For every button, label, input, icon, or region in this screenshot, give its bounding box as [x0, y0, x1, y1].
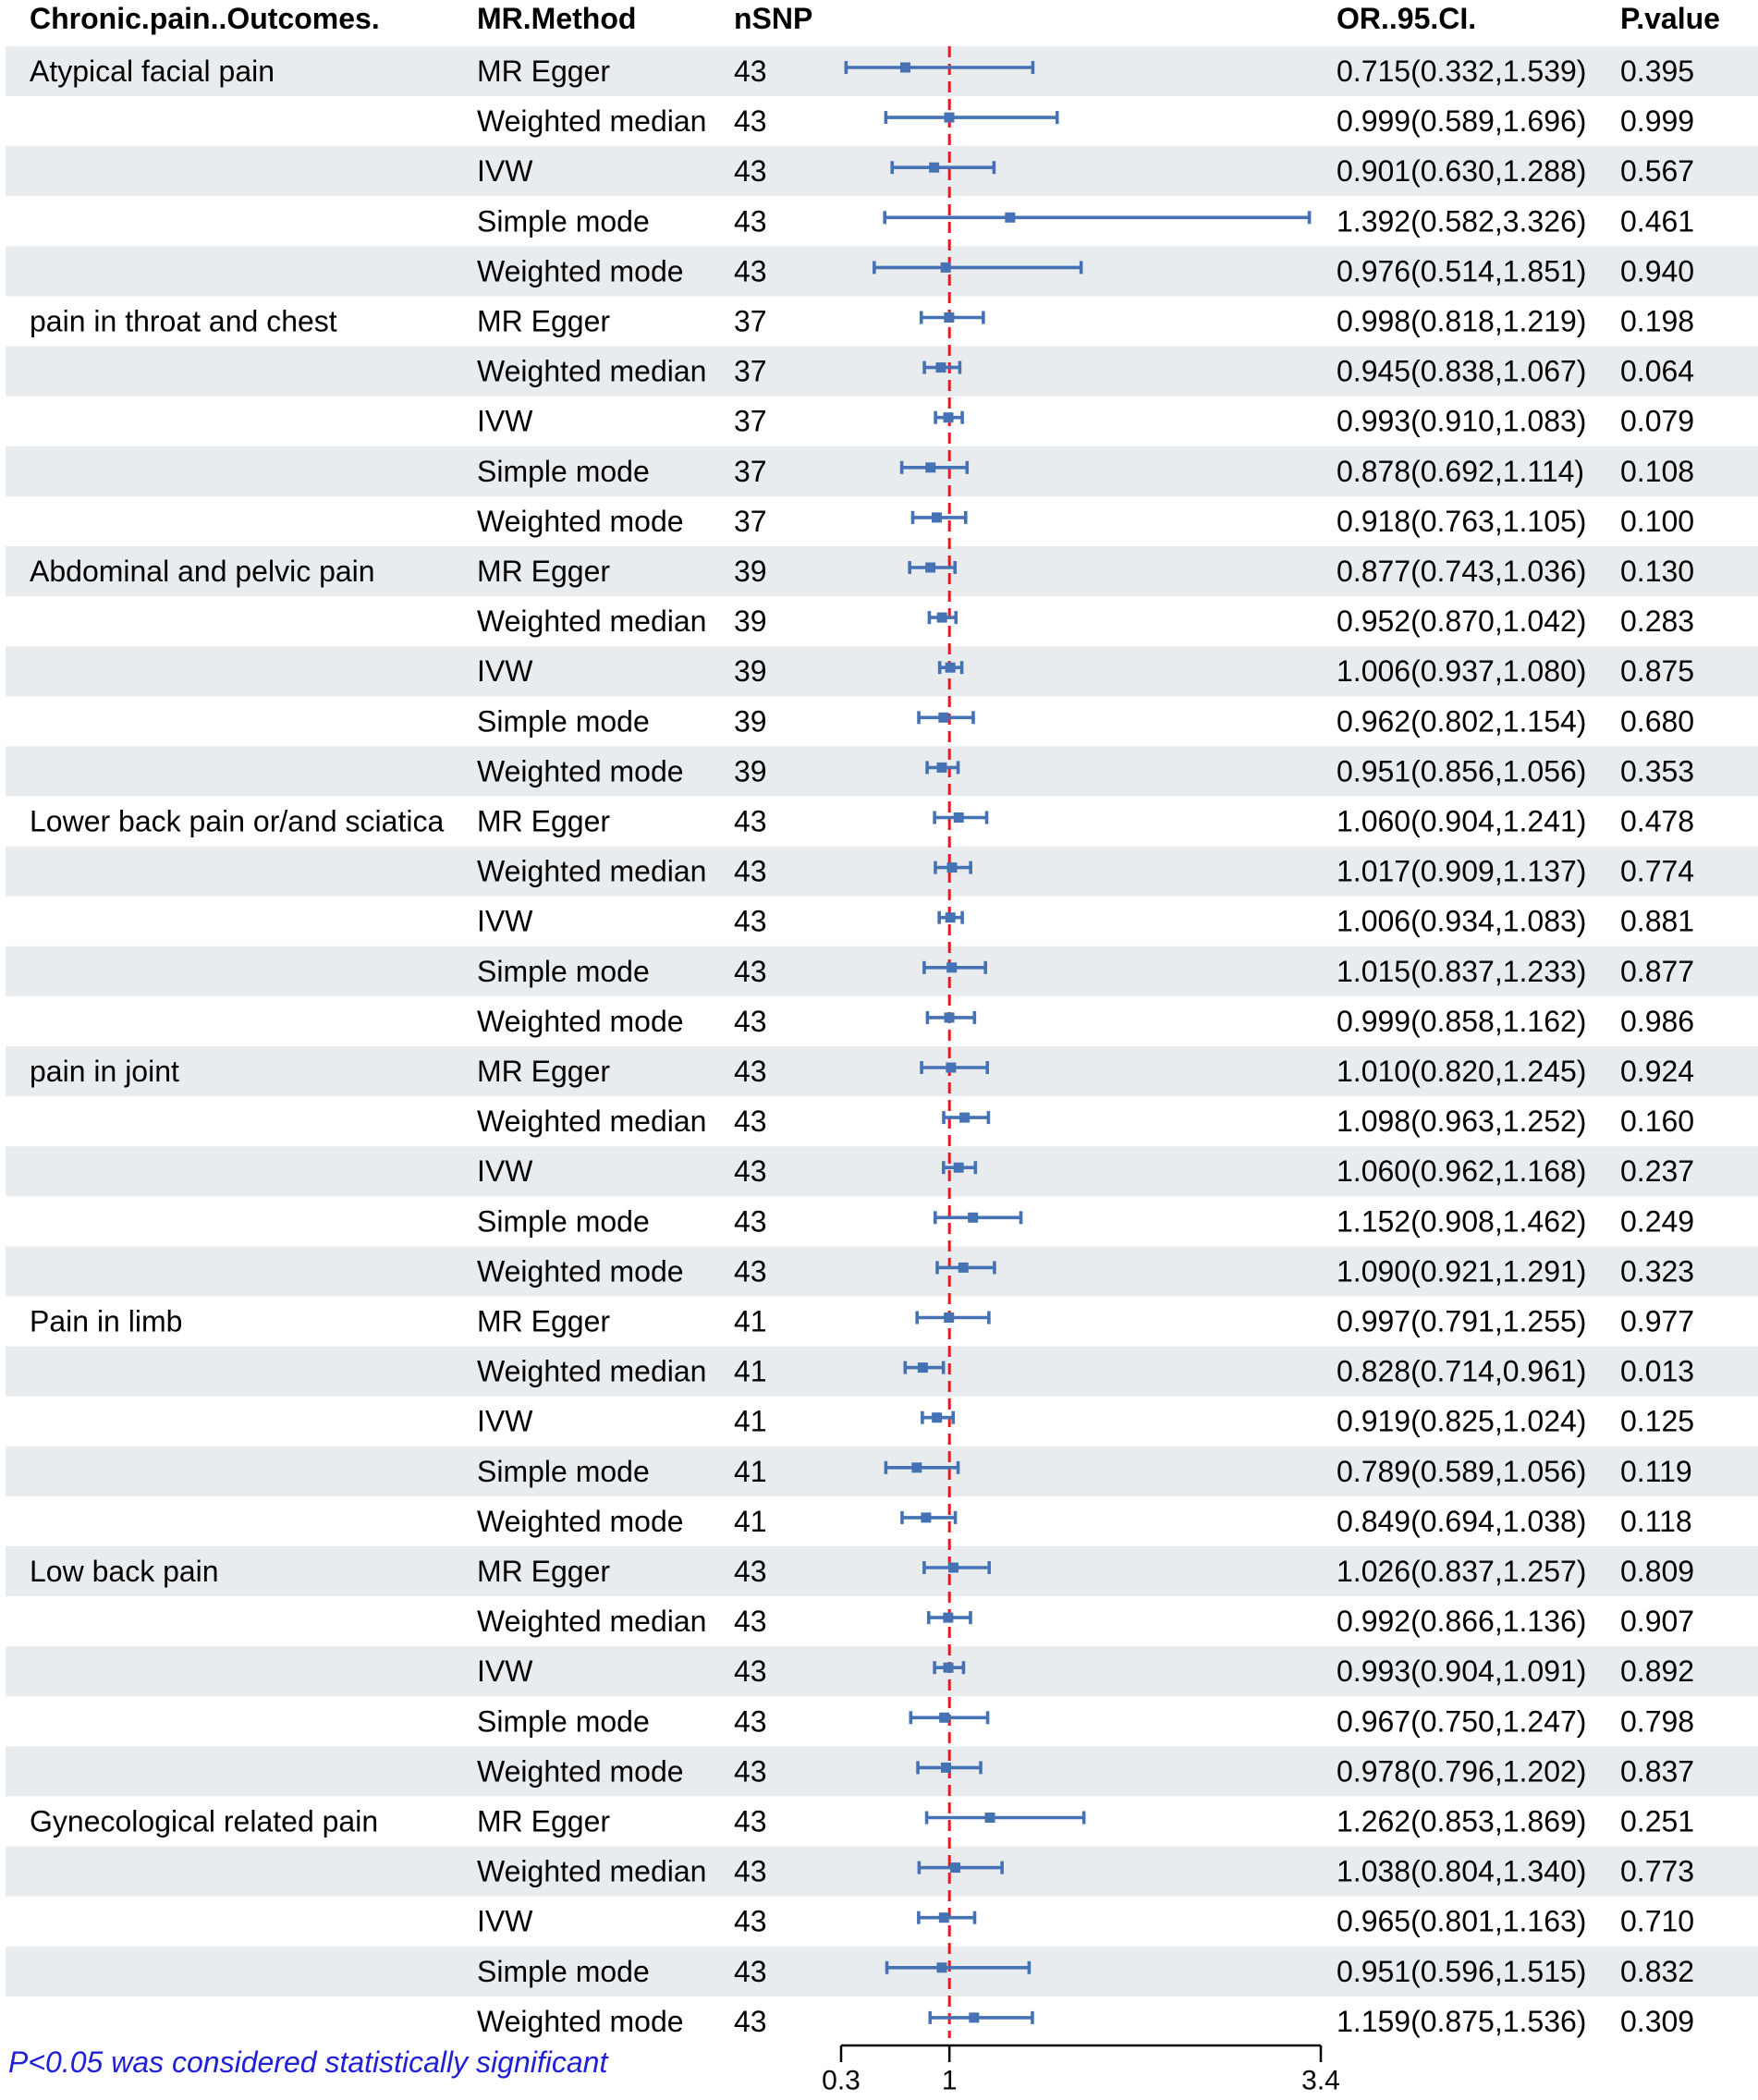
method-label: MR Egger — [477, 1304, 611, 1338]
point-estimate — [941, 262, 951, 273]
point-estimate — [938, 713, 948, 723]
or-ci-value: 1.090(0.921,1.291) — [1337, 1254, 1587, 1288]
method-label: MR Egger — [477, 555, 611, 588]
p-value: 0.013 — [1620, 1354, 1695, 1388]
nsnp-value: 43 — [734, 1704, 767, 1739]
method-label: IVW — [477, 1154, 533, 1189]
outcome-label: pain in throat and chest — [30, 304, 337, 338]
nsnp-value: 43 — [734, 1204, 767, 1239]
or-ci-value: 0.999(0.858,1.162) — [1337, 1004, 1587, 1038]
point-estimate — [941, 1763, 951, 1773]
header-or-ci: OR..95.CI. — [1337, 2, 1477, 35]
or-ci-value: 0.976(0.514,1.851) — [1337, 254, 1587, 288]
p-value: 0.478 — [1620, 804, 1695, 838]
nsnp-value: 37 — [734, 354, 767, 388]
point-estimate — [958, 1263, 969, 1273]
nsnp-value: 41 — [734, 1504, 767, 1538]
or-ci-value: 0.789(0.589,1.056) — [1337, 1454, 1587, 1488]
or-ci-value: 1.262(0.853,1.869) — [1337, 1804, 1587, 1838]
nsnp-value: 39 — [734, 654, 767, 689]
p-value: 0.251 — [1620, 1804, 1695, 1838]
method-label: MR Egger — [477, 1555, 611, 1588]
nsnp-value: 41 — [734, 1354, 767, 1388]
point-estimate — [985, 1813, 995, 1823]
or-ci-value: 1.098(0.963,1.252) — [1337, 1105, 1587, 1139]
or-ci-value: 0.919(0.825,1.024) — [1337, 1404, 1587, 1438]
nsnp-value: 43 — [734, 55, 767, 88]
nsnp-value: 43 — [734, 1555, 767, 1588]
nsnp-value: 43 — [734, 104, 767, 139]
p-value: 0.130 — [1620, 555, 1695, 588]
or-ci-value: 1.006(0.934,1.083) — [1337, 904, 1587, 938]
point-estimate — [925, 462, 935, 472]
method-label: IVW — [477, 654, 533, 689]
or-ci-value: 1.392(0.582,3.326) — [1337, 204, 1587, 238]
nsnp-value: 43 — [734, 1154, 767, 1189]
point-estimate — [946, 962, 957, 972]
method-label: Weighted median — [477, 604, 707, 639]
p-value: 0.875 — [1620, 654, 1695, 689]
method-label: IVW — [477, 154, 533, 189]
point-estimate — [939, 1912, 949, 1923]
method-label: Simple mode — [477, 1204, 650, 1239]
method-label: Weighted median — [477, 1105, 707, 1139]
header-p-value: P.value — [1620, 2, 1720, 35]
point-estimate — [918, 1362, 928, 1373]
point-estimate — [1005, 213, 1015, 223]
method-label: IVW — [477, 904, 533, 938]
point-estimate — [945, 113, 955, 123]
method-label: Weighted median — [477, 854, 707, 888]
nsnp-value: 43 — [734, 1854, 767, 1888]
outcome-label: Atypical facial pain — [30, 55, 275, 88]
nsnp-value: 37 — [734, 404, 767, 438]
or-ci-value: 1.038(0.804,1.340) — [1337, 1854, 1587, 1888]
p-value: 0.940 — [1620, 254, 1695, 288]
or-ci-value: 0.951(0.856,1.056) — [1337, 754, 1587, 788]
nsnp-value: 43 — [734, 1105, 767, 1139]
method-label: IVW — [477, 1654, 533, 1689]
nsnp-value: 43 — [734, 2004, 767, 2038]
method-label: Simple mode — [477, 204, 650, 238]
nsnp-value: 43 — [734, 954, 767, 988]
outcome-label: Abdominal and pelvic pain — [30, 555, 375, 588]
point-estimate — [944, 1663, 954, 1673]
point-estimate — [936, 1962, 946, 1972]
header-outcome: Chronic.pain..Outcomes. — [30, 2, 380, 35]
p-value: 0.907 — [1620, 1605, 1695, 1639]
method-label: IVW — [477, 1404, 533, 1438]
point-estimate — [932, 512, 942, 522]
or-ci-value: 0.993(0.910,1.083) — [1337, 404, 1587, 438]
point-estimate — [943, 1613, 953, 1623]
method-label: Weighted median — [477, 104, 707, 139]
outcome-label: Lower back pain or/and sciatica — [30, 804, 445, 838]
or-ci-value: 0.877(0.743,1.036) — [1337, 555, 1587, 588]
p-value: 0.237 — [1620, 1154, 1695, 1189]
method-label: Weighted mode — [477, 1754, 684, 1789]
p-value: 0.924 — [1620, 1055, 1695, 1088]
point-estimate — [929, 163, 939, 173]
p-value: 0.100 — [1620, 504, 1695, 538]
method-label: Weighted mode — [477, 754, 684, 788]
point-estimate — [939, 1713, 949, 1723]
point-estimate — [936, 763, 946, 773]
nsnp-value: 41 — [734, 1304, 767, 1338]
or-ci-value: 0.999(0.589,1.696) — [1337, 104, 1587, 139]
nsnp-value: 43 — [734, 1754, 767, 1789]
nsnp-value: 43 — [734, 854, 767, 888]
or-ci-value: 1.152(0.908,1.462) — [1337, 1204, 1587, 1239]
point-estimate — [959, 1113, 970, 1123]
method-label: Weighted median — [477, 1605, 707, 1639]
nsnp-value: 41 — [734, 1454, 767, 1488]
p-value: 0.079 — [1620, 404, 1695, 438]
p-value: 0.395 — [1620, 55, 1695, 88]
nsnp-value: 37 — [734, 504, 767, 538]
or-ci-value: 1.006(0.937,1.080) — [1337, 654, 1587, 689]
nsnp-value: 37 — [734, 304, 767, 338]
p-value: 0.999 — [1620, 104, 1695, 139]
method-label: Weighted mode — [477, 1004, 684, 1038]
or-ci-value: 0.997(0.791,1.255) — [1337, 1304, 1587, 1338]
outcome-label: pain in joint — [30, 1055, 179, 1088]
or-ci-value: 1.017(0.909,1.137) — [1337, 854, 1587, 888]
point-estimate — [925, 563, 935, 573]
or-ci-value: 0.965(0.801,1.163) — [1337, 1904, 1587, 1938]
nsnp-value: 43 — [734, 1605, 767, 1639]
point-estimate — [932, 1412, 942, 1422]
or-ci-value: 0.849(0.694,1.038) — [1337, 1504, 1587, 1538]
p-value: 0.125 — [1620, 1404, 1695, 1438]
point-estimate — [900, 63, 910, 73]
nsnp-value: 37 — [734, 454, 767, 488]
p-value: 0.353 — [1620, 754, 1695, 788]
or-ci-value: 0.992(0.866,1.136) — [1337, 1605, 1587, 1639]
method-label: Weighted median — [477, 1854, 707, 1888]
p-value: 0.710 — [1620, 1904, 1695, 1938]
or-ci-value: 0.901(0.630,1.288) — [1337, 154, 1587, 189]
or-ci-value: 0.967(0.750,1.247) — [1337, 1704, 1587, 1739]
p-value: 0.323 — [1620, 1254, 1695, 1288]
outcome-label: Gynecological related pain — [30, 1804, 379, 1838]
nsnp-value: 43 — [734, 254, 767, 288]
p-value: 0.977 — [1620, 1304, 1695, 1338]
point-estimate — [954, 1163, 964, 1173]
p-value: 0.773 — [1620, 1854, 1695, 1888]
method-label: MR Egger — [477, 804, 611, 838]
p-value: 0.832 — [1620, 1954, 1695, 1988]
p-value: 0.198 — [1620, 304, 1695, 338]
or-ci-value: 0.998(0.818,1.219) — [1337, 304, 1587, 338]
point-estimate — [948, 1563, 958, 1573]
or-ci-value: 1.026(0.837,1.257) — [1337, 1555, 1587, 1588]
p-value: 0.837 — [1620, 1754, 1695, 1789]
nsnp-value: 39 — [734, 754, 767, 788]
p-value: 0.160 — [1620, 1105, 1695, 1139]
outcome-label: Low back pain — [30, 1555, 219, 1588]
p-value: 0.892 — [1620, 1654, 1695, 1689]
p-value: 0.461 — [1620, 204, 1695, 238]
x-tick-label: 0.3 — [822, 2065, 861, 2096]
point-estimate — [950, 1862, 960, 1873]
nsnp-value: 43 — [734, 904, 767, 938]
nsnp-value: 41 — [734, 1404, 767, 1438]
nsnp-value: 43 — [734, 204, 767, 238]
point-estimate — [946, 663, 956, 673]
p-value: 0.567 — [1620, 154, 1695, 189]
p-value: 0.249 — [1620, 1204, 1695, 1239]
method-label: MR Egger — [477, 55, 611, 88]
or-ci-value: 0.952(0.870,1.042) — [1337, 604, 1587, 639]
method-label: Weighted mode — [477, 2004, 684, 2038]
nsnp-value: 43 — [734, 1954, 767, 1988]
method-label: Simple mode — [477, 1704, 650, 1739]
method-label: Weighted mode — [477, 1504, 684, 1538]
nsnp-value: 43 — [734, 1654, 767, 1689]
nsnp-value: 43 — [734, 1055, 767, 1088]
footnote: P<0.05 was considered statistically significant — [8, 2045, 608, 2079]
method-label: MR Egger — [477, 1804, 611, 1838]
method-label: Weighted mode — [477, 254, 684, 288]
point-estimate — [937, 613, 947, 623]
nsnp-value: 43 — [734, 1254, 767, 1288]
p-value: 0.774 — [1620, 854, 1695, 888]
x-axis — [822, 2045, 1340, 2096]
p-value: 0.064 — [1620, 354, 1695, 388]
or-ci-value: 0.715(0.332,1.539) — [1337, 55, 1587, 88]
nsnp-value: 43 — [734, 1904, 767, 1938]
column-header-row — [30, 2, 1720, 35]
method-label: Simple mode — [477, 954, 650, 988]
outcome-label: Pain in limb — [30, 1304, 183, 1338]
point-estimate — [968, 1213, 978, 1223]
p-value: 0.108 — [1620, 454, 1695, 488]
method-label: Simple mode — [477, 1954, 650, 1988]
or-ci-value: 0.951(0.596,1.515) — [1337, 1954, 1587, 1988]
point-estimate — [944, 412, 954, 422]
method-label: Weighted mode — [477, 504, 684, 538]
method-label: Weighted median — [477, 1354, 707, 1388]
nsnp-value: 39 — [734, 704, 767, 739]
point-estimate — [946, 912, 956, 922]
p-value: 0.881 — [1620, 904, 1695, 938]
point-estimate — [954, 812, 964, 823]
method-label: MR Egger — [477, 304, 611, 338]
p-value: 0.986 — [1620, 1004, 1695, 1038]
or-ci-value: 0.962(0.802,1.154) — [1337, 704, 1587, 739]
or-ci-value: 1.060(0.962,1.168) — [1337, 1154, 1587, 1189]
point-estimate — [969, 2012, 979, 2022]
or-ci-value: 0.993(0.904,1.091) — [1337, 1654, 1587, 1689]
x-tick-label: 1 — [941, 2065, 958, 2096]
point-estimate — [921, 1512, 931, 1522]
or-ci-value: 0.828(0.714,0.961) — [1337, 1354, 1587, 1388]
header-method: MR.Method — [477, 2, 637, 35]
point-estimate — [944, 312, 954, 323]
nsnp-value: 39 — [734, 604, 767, 639]
or-ci-value: 1.060(0.904,1.241) — [1337, 804, 1587, 838]
or-ci-value: 1.010(0.820,1.245) — [1337, 1055, 1587, 1088]
point-estimate — [946, 1063, 956, 1073]
or-ci-value: 0.978(0.796,1.202) — [1337, 1754, 1587, 1789]
point-estimate — [911, 1462, 922, 1472]
method-label: IVW — [477, 404, 533, 438]
nsnp-value: 43 — [734, 804, 767, 838]
point-estimate — [944, 1312, 954, 1323]
method-label: Simple mode — [477, 454, 650, 488]
x-tick-label: 3.4 — [1301, 2065, 1340, 2096]
point-estimate — [935, 362, 946, 372]
header-nsnp: nSNP — [734, 2, 813, 35]
nsnp-value: 43 — [734, 154, 767, 189]
method-label: IVW — [477, 1904, 533, 1938]
p-value: 0.119 — [1620, 1454, 1692, 1488]
or-ci-value: 1.015(0.837,1.233) — [1337, 954, 1587, 988]
p-value: 0.309 — [1620, 2004, 1695, 2038]
method-label: Simple mode — [477, 704, 650, 739]
point-estimate — [947, 862, 958, 873]
p-value: 0.283 — [1620, 604, 1695, 639]
method-label: MR Egger — [477, 1055, 611, 1088]
p-value: 0.680 — [1620, 704, 1695, 739]
or-ci-value: 0.918(0.763,1.105) — [1337, 504, 1587, 538]
method-label: Simple mode — [477, 1454, 650, 1488]
p-value: 0.877 — [1620, 954, 1695, 988]
nsnp-value: 39 — [734, 555, 767, 588]
p-value: 0.118 — [1620, 1504, 1692, 1538]
or-ci-value: 0.878(0.692,1.114) — [1337, 454, 1585, 488]
method-label: Weighted median — [477, 354, 707, 388]
nsnp-value: 43 — [734, 1004, 767, 1038]
p-value: 0.798 — [1620, 1704, 1695, 1739]
or-ci-value: 0.945(0.838,1.067) — [1337, 354, 1587, 388]
point-estimate — [945, 1012, 955, 1022]
p-value: 0.809 — [1620, 1555, 1695, 1588]
nsnp-value: 43 — [734, 1804, 767, 1838]
method-label: Weighted mode — [477, 1254, 684, 1288]
or-ci-value: 1.159(0.875,1.536) — [1337, 2004, 1587, 2038]
